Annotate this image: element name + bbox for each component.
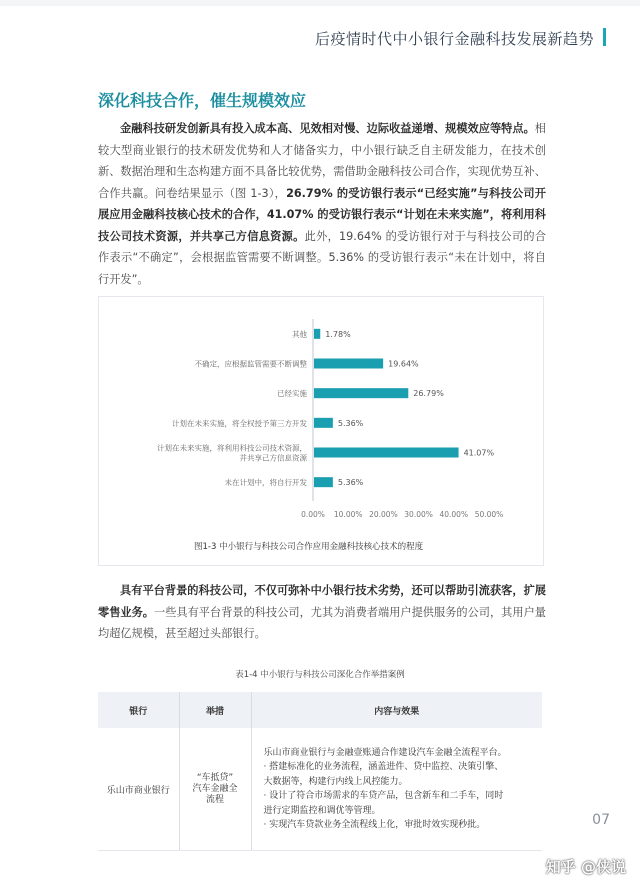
bar [314, 448, 459, 458]
paragraph-1-bold-lead: 金融科技研发创新具有投入成本高、见效相对慢、边际收益递增、规模效应等特点。 [120, 122, 535, 135]
bank-cell: 乐山市商业银行 [98, 728, 179, 851]
data-label: 41.07% [463, 448, 495, 458]
category-label: 其他 [292, 329, 307, 339]
measure-line: “车抵贷” [196, 772, 234, 783]
bar [314, 477, 333, 487]
category-label: 并共享己方信息资源 [239, 453, 307, 463]
x-tick-label: 50.00% [474, 510, 504, 519]
x-tick-label: 20.00% [369, 510, 398, 519]
effect-line: 大数据等，构建行内线上风控能力。 [263, 776, 408, 787]
table-header-effect: 内容与效果 [251, 692, 542, 728]
watermark: 知乎 @侠说 [545, 858, 626, 876]
table-caption: 表1-4 中小银行与科技公司深化合作举措案例 [235, 670, 405, 680]
category-label: 不确定，应根据监管需要不断调整 [194, 359, 307, 369]
page-number: 07 [592, 812, 610, 828]
x-tick-label: 30.00% [404, 510, 433, 519]
measure-line: 汽车金融全 [192, 783, 238, 794]
category-label: 计划在未来实施，将利用科技公司技术资源， [157, 443, 307, 453]
category-label: 计划在未来实施，将全权授予第三方开发 [172, 418, 307, 428]
data-label: 1.78% [325, 329, 351, 339]
section-title: 深化科技合作，催生规模效应 [98, 91, 307, 110]
paragraph-2-bold-lead: 具有平台背景的科技公司，不仅可弥补中小银行技术劣势，还可以帮助引流获客，扩展零售业务。 [98, 584, 546, 619]
paragraph-1-tail: 此外，19.64% 的受访银行对于与科技公司的合作表示“不确定”，会根据监管需要不断调整。5.36% 的受访银行表示“未在计划中，将自行开发”。 [98, 229, 546, 286]
effect-line: · 搭建标准化的业务流程，涵盖进件、贷中监控、决策引擎、 [263, 762, 504, 772]
paragraph-1-text: 相较大型商业银行的技术研发优势和人才储备实力，中小银行缺乏自主研发能力，在技术创新、数据治理和生态构建方面不具备比较优势，需借助金融科技公司合作，实现优势互补、合作共赢。问卷结果显示（图 1-3）， [98, 122, 546, 200]
paragraph-2-text: 一些具有平台背景的科技公司，尤其为消费者端用户提供服务的公司，其用户量均超亿规模，甚至超过头部银行。 [98, 605, 546, 640]
x-tick-label: 0.00% [301, 510, 325, 519]
data-label: 19.64% [388, 359, 419, 369]
chart-figure [98, 296, 544, 566]
bar [314, 329, 320, 339]
bar [314, 359, 383, 369]
paragraph-1 [98, 118, 546, 290]
running-header: 后疫情时代中小银行金融科技发展新趋势 [314, 30, 594, 48]
effect-line: 乐山市商业银行与金融壹账通合作建设汽车金融全流程平台。 [263, 747, 507, 758]
paragraph-1-bold-result: 26.79% 的受访银行表示“已经实施”与科技公司开展应用金融科技核心技术的合作，41.07% 的受访银行表示“计划在未来实施”，将利用科技公司技术资源，并共享己方信息资源。 [98, 186, 546, 243]
table-row [98, 728, 542, 851]
data-label: 5.36% [337, 418, 364, 428]
top-strip [0, 0, 640, 6]
measure-cell [179, 728, 251, 851]
data-label: 26.79% [413, 389, 444, 399]
paragraph-2 [98, 580, 546, 645]
header-accent-bar [603, 28, 606, 46]
effect-line: 进行定期监控和调优等管理。 [263, 805, 381, 816]
measure-line: 流程 [205, 794, 224, 805]
case-table [98, 692, 542, 851]
chart-caption: 图1-3 中小银行与科技公司合作应用金融科技核心技术的程度 [194, 542, 424, 552]
table-header-row [98, 692, 542, 728]
data-label: 5.36% [337, 478, 364, 488]
table-header-measure: 举措 [179, 692, 251, 728]
x-tick-label: 10.00% [333, 510, 363, 519]
category-label: 未在计划中，将自行开发 [224, 478, 307, 488]
bar-chart [99, 297, 543, 565]
bar [314, 418, 333, 428]
effect-line: · 实现汽车贷款业务全流程线上化，审批时效实现秒批。 [263, 820, 486, 830]
effect-cell [251, 728, 542, 851]
effect-line: · 设计了符合市场需求的车贷产品，包含新车和二手车，同时 [263, 791, 504, 801]
category-label: 已经实施 [277, 389, 307, 399]
table-header-bank: 银行 [98, 692, 179, 728]
bar [314, 388, 408, 398]
x-tick-label: 40.00% [439, 510, 469, 519]
